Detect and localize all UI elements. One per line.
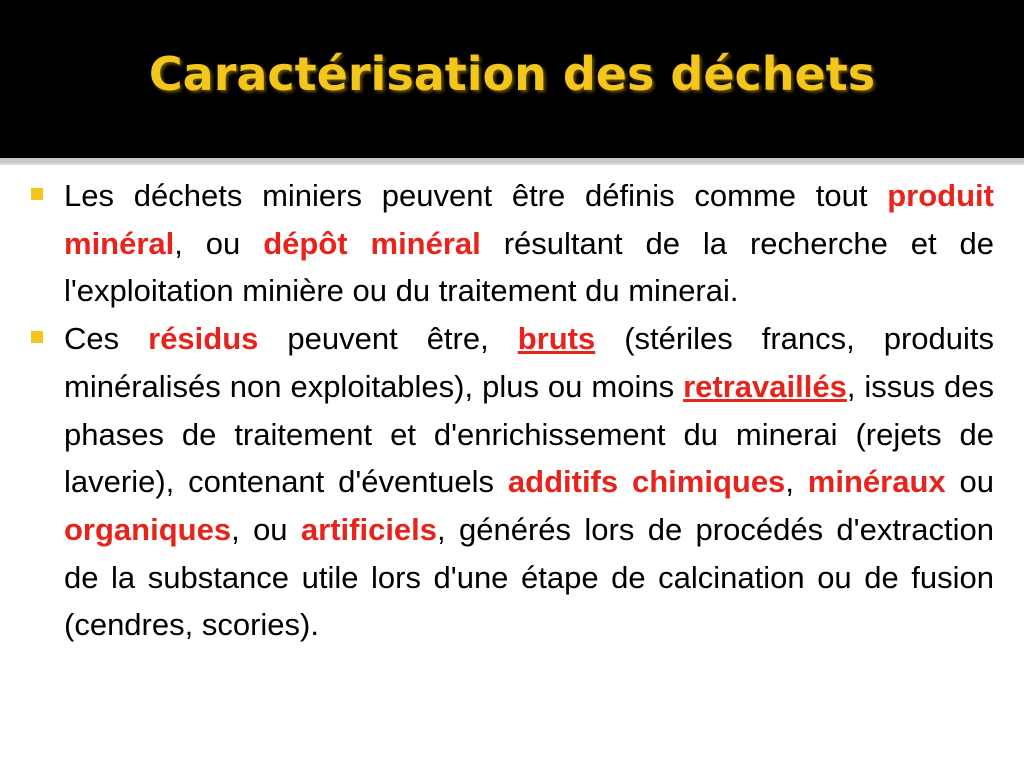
slide-title: Caractérisation des déchets	[148, 47, 876, 101]
square-bullet-icon	[31, 331, 43, 343]
bullet-text: ou	[945, 464, 994, 500]
highlight-term: dépôt minéral	[263, 225, 481, 261]
bullet-text: , générés lors de procédés d'extraction de la substance utile lors d'une étape de calcination ou de fusion (cendres, scories).	[64, 511, 994, 643]
bullet-text: , ou	[174, 225, 264, 261]
highlight-term: minéraux	[807, 464, 946, 500]
highlight-term: artificiels	[300, 511, 438, 547]
highlight-term-underlined: bruts	[517, 321, 596, 357]
bullet-text: peuvent être,	[258, 321, 518, 357]
title-divider-shadow	[0, 163, 1024, 165]
highlight-term: organiques	[64, 511, 232, 547]
highlight-term-underlined: retravaillés	[683, 368, 847, 404]
title-bar	[0, 0, 1024, 158]
bullet-text: ,	[785, 464, 808, 500]
bullet-text: , ou	[231, 511, 301, 547]
bullet-text: résultant de la recherche et de l'exploitation minière ou du traitement du minerai.	[64, 225, 994, 309]
bullet-text: Les déchets miniers peuvent être définis comme tout	[64, 178, 888, 213]
bullet-item	[28, 172, 994, 315]
bullet-text: Ces	[64, 321, 149, 357]
bullet-item	[28, 315, 994, 649]
bullet-text: (stériles francs, produits minéralisés non exploitables), plus ou moins	[64, 321, 995, 404]
bullet-text: , issus des phases de traitement et d'enrichissement du minerai (rejets de laverie), contenant d'éventuels	[64, 368, 994, 500]
highlight-term: résidus	[148, 321, 259, 357]
slide-body	[28, 172, 994, 649]
highlight-term: additifs chimiques	[507, 464, 786, 500]
square-bullet-icon	[31, 188, 43, 200]
highlight-term: produit minéral	[64, 178, 994, 261]
